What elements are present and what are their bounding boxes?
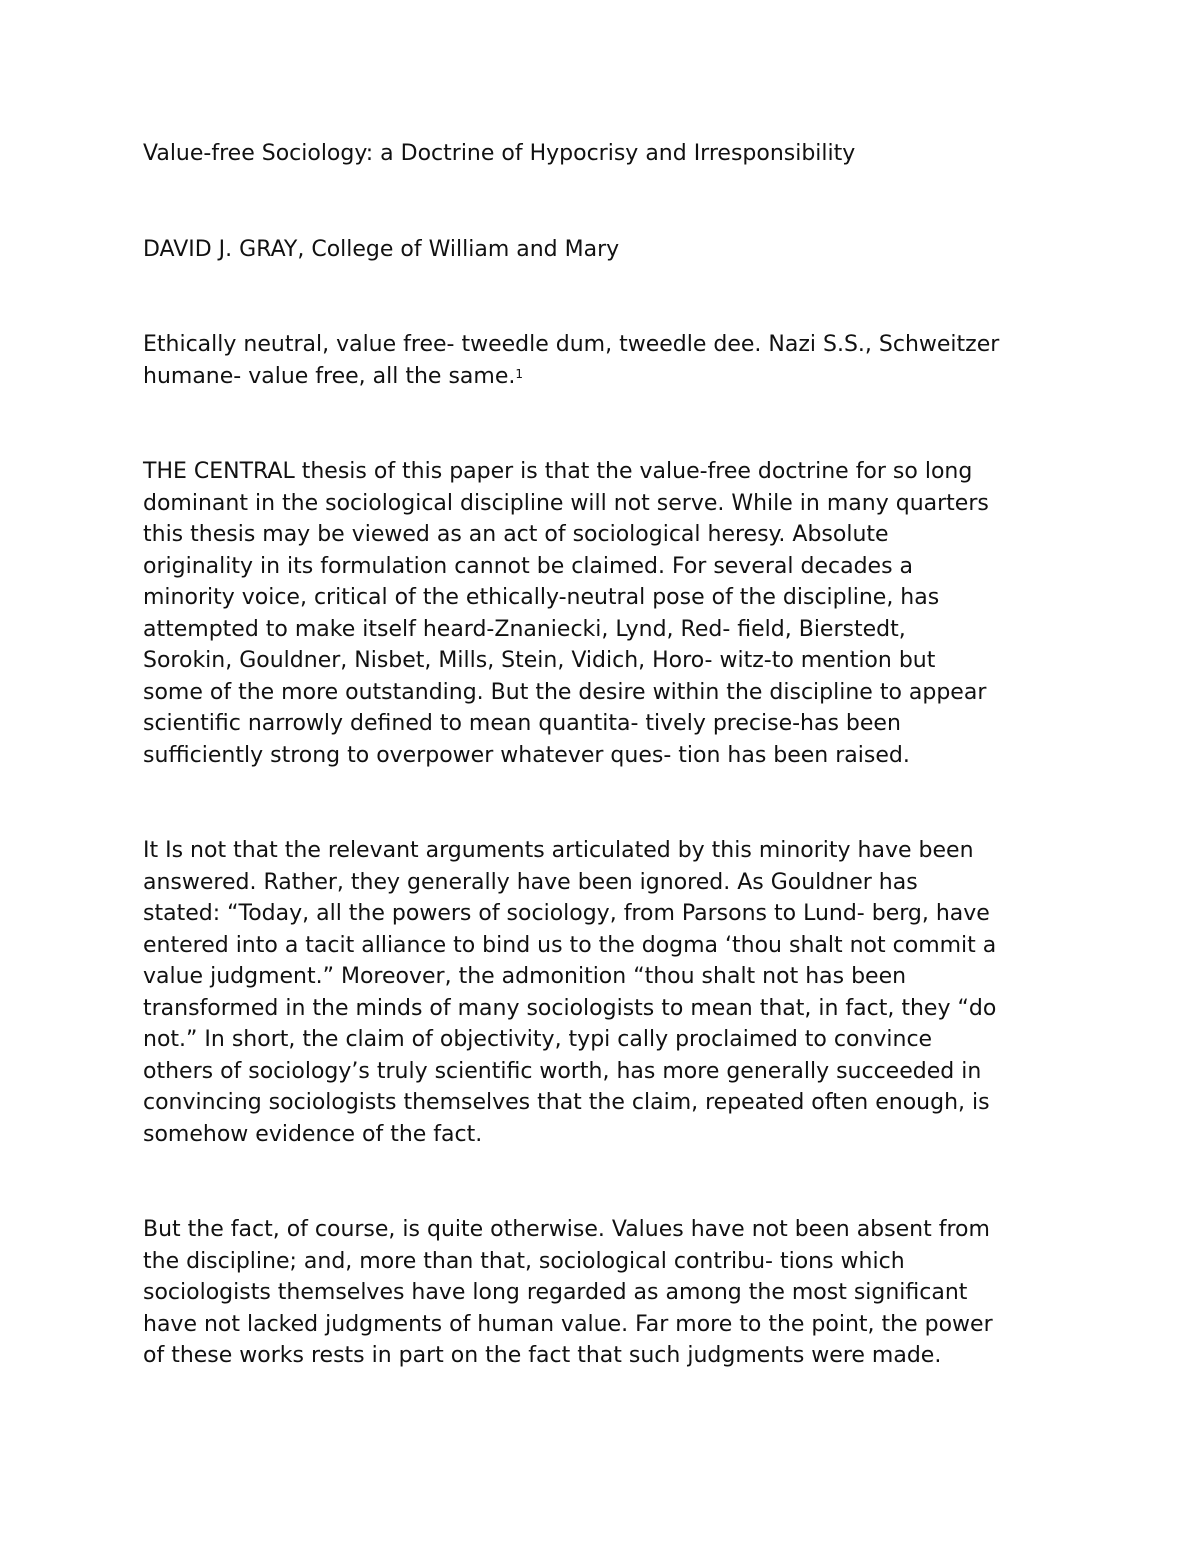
footnote-marker: 1	[515, 366, 523, 381]
document-page	[143, 138, 1073, 1436]
paragraph-line: But the fact, of course, is quite otherwise. Values have not been absent from	[143, 1217, 990, 1242]
paragraph-line: originality in its formulation cannot be claimed. For several decades a	[143, 553, 914, 579]
epigraph-line	[143, 361, 1073, 393]
paragraph-line: sufficiently strong to overpower whatever ques- tion has been raised.	[143, 742, 910, 768]
paragraph-line: somehow evidence of the fact.	[143, 1121, 483, 1147]
paragraph-line: It Is not that the relevant arguments articulated by this minority have been	[143, 838, 974, 863]
paragraph-line: Sorokin, Gouldner, Nisbet, Mills, Stein, Vidich, Horo- witz-to mention but	[143, 648, 936, 673]
paragraph-line: sociologists themselves have long regarded as among the most significant	[143, 1280, 968, 1305]
paragraph-line: have not lacked judgments of human value. Far more to the point, the power	[143, 1311, 993, 1337]
paragraph-line: entered into a tacit alliance to bind us to the dogma ‘thou shalt not commit a	[143, 932, 997, 958]
epigraph-line-text: humane- value free, all the same.	[143, 363, 516, 389]
paragraph-line: this thesis may be viewed as an act of sociological heresy. Absolute	[143, 522, 889, 547]
paragraph-line: others of sociology’s truly scientific worth, has more generally succeeded in	[143, 1058, 982, 1084]
paragraph-line: stated: “Today, all the powers of sociology, from Parsons to Lund- berg, have	[143, 901, 990, 926]
epigraph	[143, 329, 1073, 392]
paragraph-line: the discipline; and, more than that, sociological contribu- tions which	[143, 1248, 905, 1274]
paragraph-line: some of the more outstanding. But the desire within the discipline to appear	[143, 679, 987, 705]
paragraph-line: attempted to make itself heard-Znaniecki, Lynd, Red- field, Bierstedt,	[143, 616, 906, 642]
paragraph-line: transformed in the minds of many sociologists to mean that, in fact, they “do	[143, 995, 997, 1021]
paragraph-line: value judgment.” Moreover, the admonition “thou shalt not has been	[143, 964, 907, 989]
author-line: DAVID J. GRAY, College of William and Mary	[143, 236, 620, 262]
paragraph-2	[143, 835, 1073, 1150]
paragraph-line: not.” In short, the claim of objectivity, typi cally proclaimed to convince	[143, 1027, 933, 1052]
paragraph-line: convincing sociologists themselves that the claim, repeated often enough, is	[143, 1090, 990, 1115]
paragraph-line: minority voice, critical of the ethically-neutral pose of the discipline, has	[143, 585, 940, 610]
paragraph-line: answered. Rather, they generally have been ignored. As Gouldner has	[143, 869, 918, 895]
document-title: Value-free Sociology: a Doctrine of Hypocrisy and Irresponsibility	[143, 141, 856, 166]
paragraph-line: of these works rests in part on the fact that such judgments were made.	[143, 1343, 942, 1368]
paragraph-line: dominant in the sociological discipline will not serve. While in many quarters	[143, 490, 989, 516]
paragraph-1	[143, 456, 1073, 771]
paragraph-line: THE CENTRAL thesis of this paper is that the value-free doctrine for so long	[143, 459, 973, 484]
paragraph-line: scientific narrowly defined to mean quantita- tively precise-has been	[143, 711, 901, 736]
epigraph-line: Ethically neutral, value free- tweedle dum, tweedle dee. Nazi S.S., Schweitzer	[143, 332, 1000, 357]
paragraph-3	[143, 1214, 1073, 1372]
